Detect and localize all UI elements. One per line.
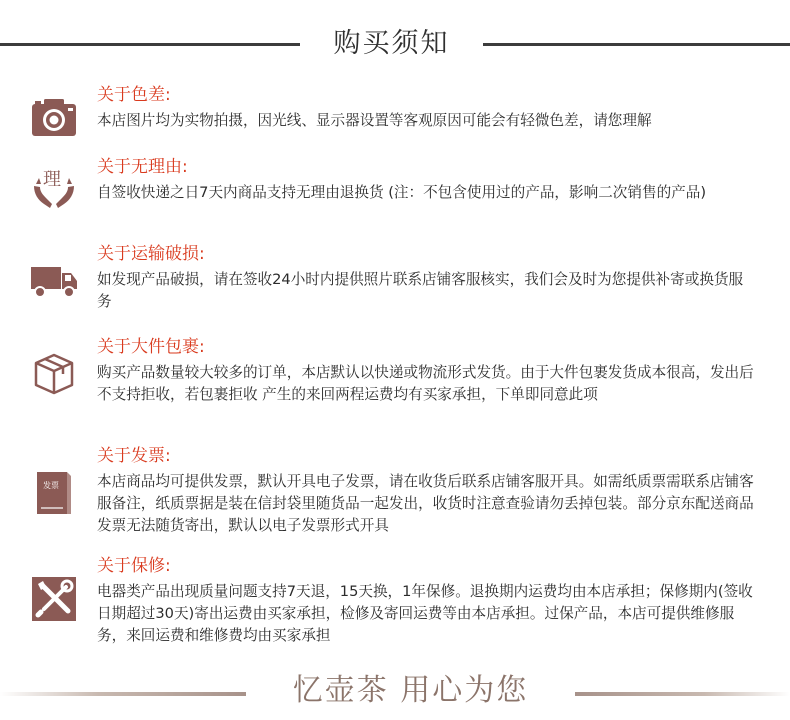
page-title: 购买须知 bbox=[333, 28, 450, 59]
section-body: 自签收快递之日7天内商品支持无理由退换货 (注：不包含使用过的产品，影响二次销售的产品) bbox=[97, 184, 707, 201]
title-divider-left bbox=[0, 43, 300, 46]
invoice-icon bbox=[30, 469, 78, 517]
footer-divider-left bbox=[0, 692, 246, 696]
footer-slogan: 忆壶茶 用心为您 bbox=[292, 673, 529, 708]
section-heading: 关于保修: bbox=[97, 556, 171, 576]
section-body: 购买产品数量较大较多的订单，本店默认以快递或物流形式发货。由于大件包裹发货成本很高，发出后不支持拒收，若包裹拒收 产生的来回两程运费均有买家承担，下单即同意此项 bbox=[97, 364, 754, 403]
section-heading: 关于发票: bbox=[97, 446, 171, 466]
box-icon bbox=[30, 350, 78, 398]
truck-icon bbox=[30, 257, 78, 305]
section-body: 本店图片均为实物拍摄，因光线、显示器设置等客观原因可能会有轻微色差，请您理解 bbox=[97, 112, 652, 129]
section-body: 如发现产品破损，请在签收24小时内提供照片联系店铺客服核实，我们会及时为您提供补寄或换货服务 bbox=[97, 271, 744, 310]
footer bbox=[0, 668, 790, 714]
camera-icon bbox=[30, 94, 78, 142]
hands-reason-icon bbox=[30, 164, 78, 212]
section-heading: 关于运输破损: bbox=[97, 244, 205, 264]
title-divider-right bbox=[483, 43, 790, 46]
icon-text: 发票 bbox=[43, 481, 59, 490]
section-heading: 关于色差: bbox=[97, 85, 171, 105]
section-body: 电器类产品出现质量问题支持7天退，15天换，1年保修。退换期内运费均由本店承担；保修期内(签收日期超过30天)寄出运费由买家承担，检修及寄回运费等由本店承担。过保产品，本店可提供维修服务，来回运费和维修费均由买家承担 bbox=[97, 583, 753, 644]
section-body: 本店商品均可提供发票，默认开具电子发票，请在收货后联系店铺客服开具。如需纸质票需联系店铺客服备注，纸质票据是装在信封袋里随货品一起发出，收货时注意查验请勿丢掉包装。部分京东配送商品发票无法随货寄出，默认以电子发票形式开具 bbox=[97, 473, 754, 534]
title-bar bbox=[0, 22, 790, 66]
section-heading: 关于大件包裹: bbox=[97, 337, 205, 357]
footer-divider-right bbox=[575, 692, 790, 696]
section-heading: 关于无理由: bbox=[97, 157, 188, 177]
tools-icon bbox=[30, 575, 78, 623]
icon-text: 理 bbox=[43, 169, 61, 190]
